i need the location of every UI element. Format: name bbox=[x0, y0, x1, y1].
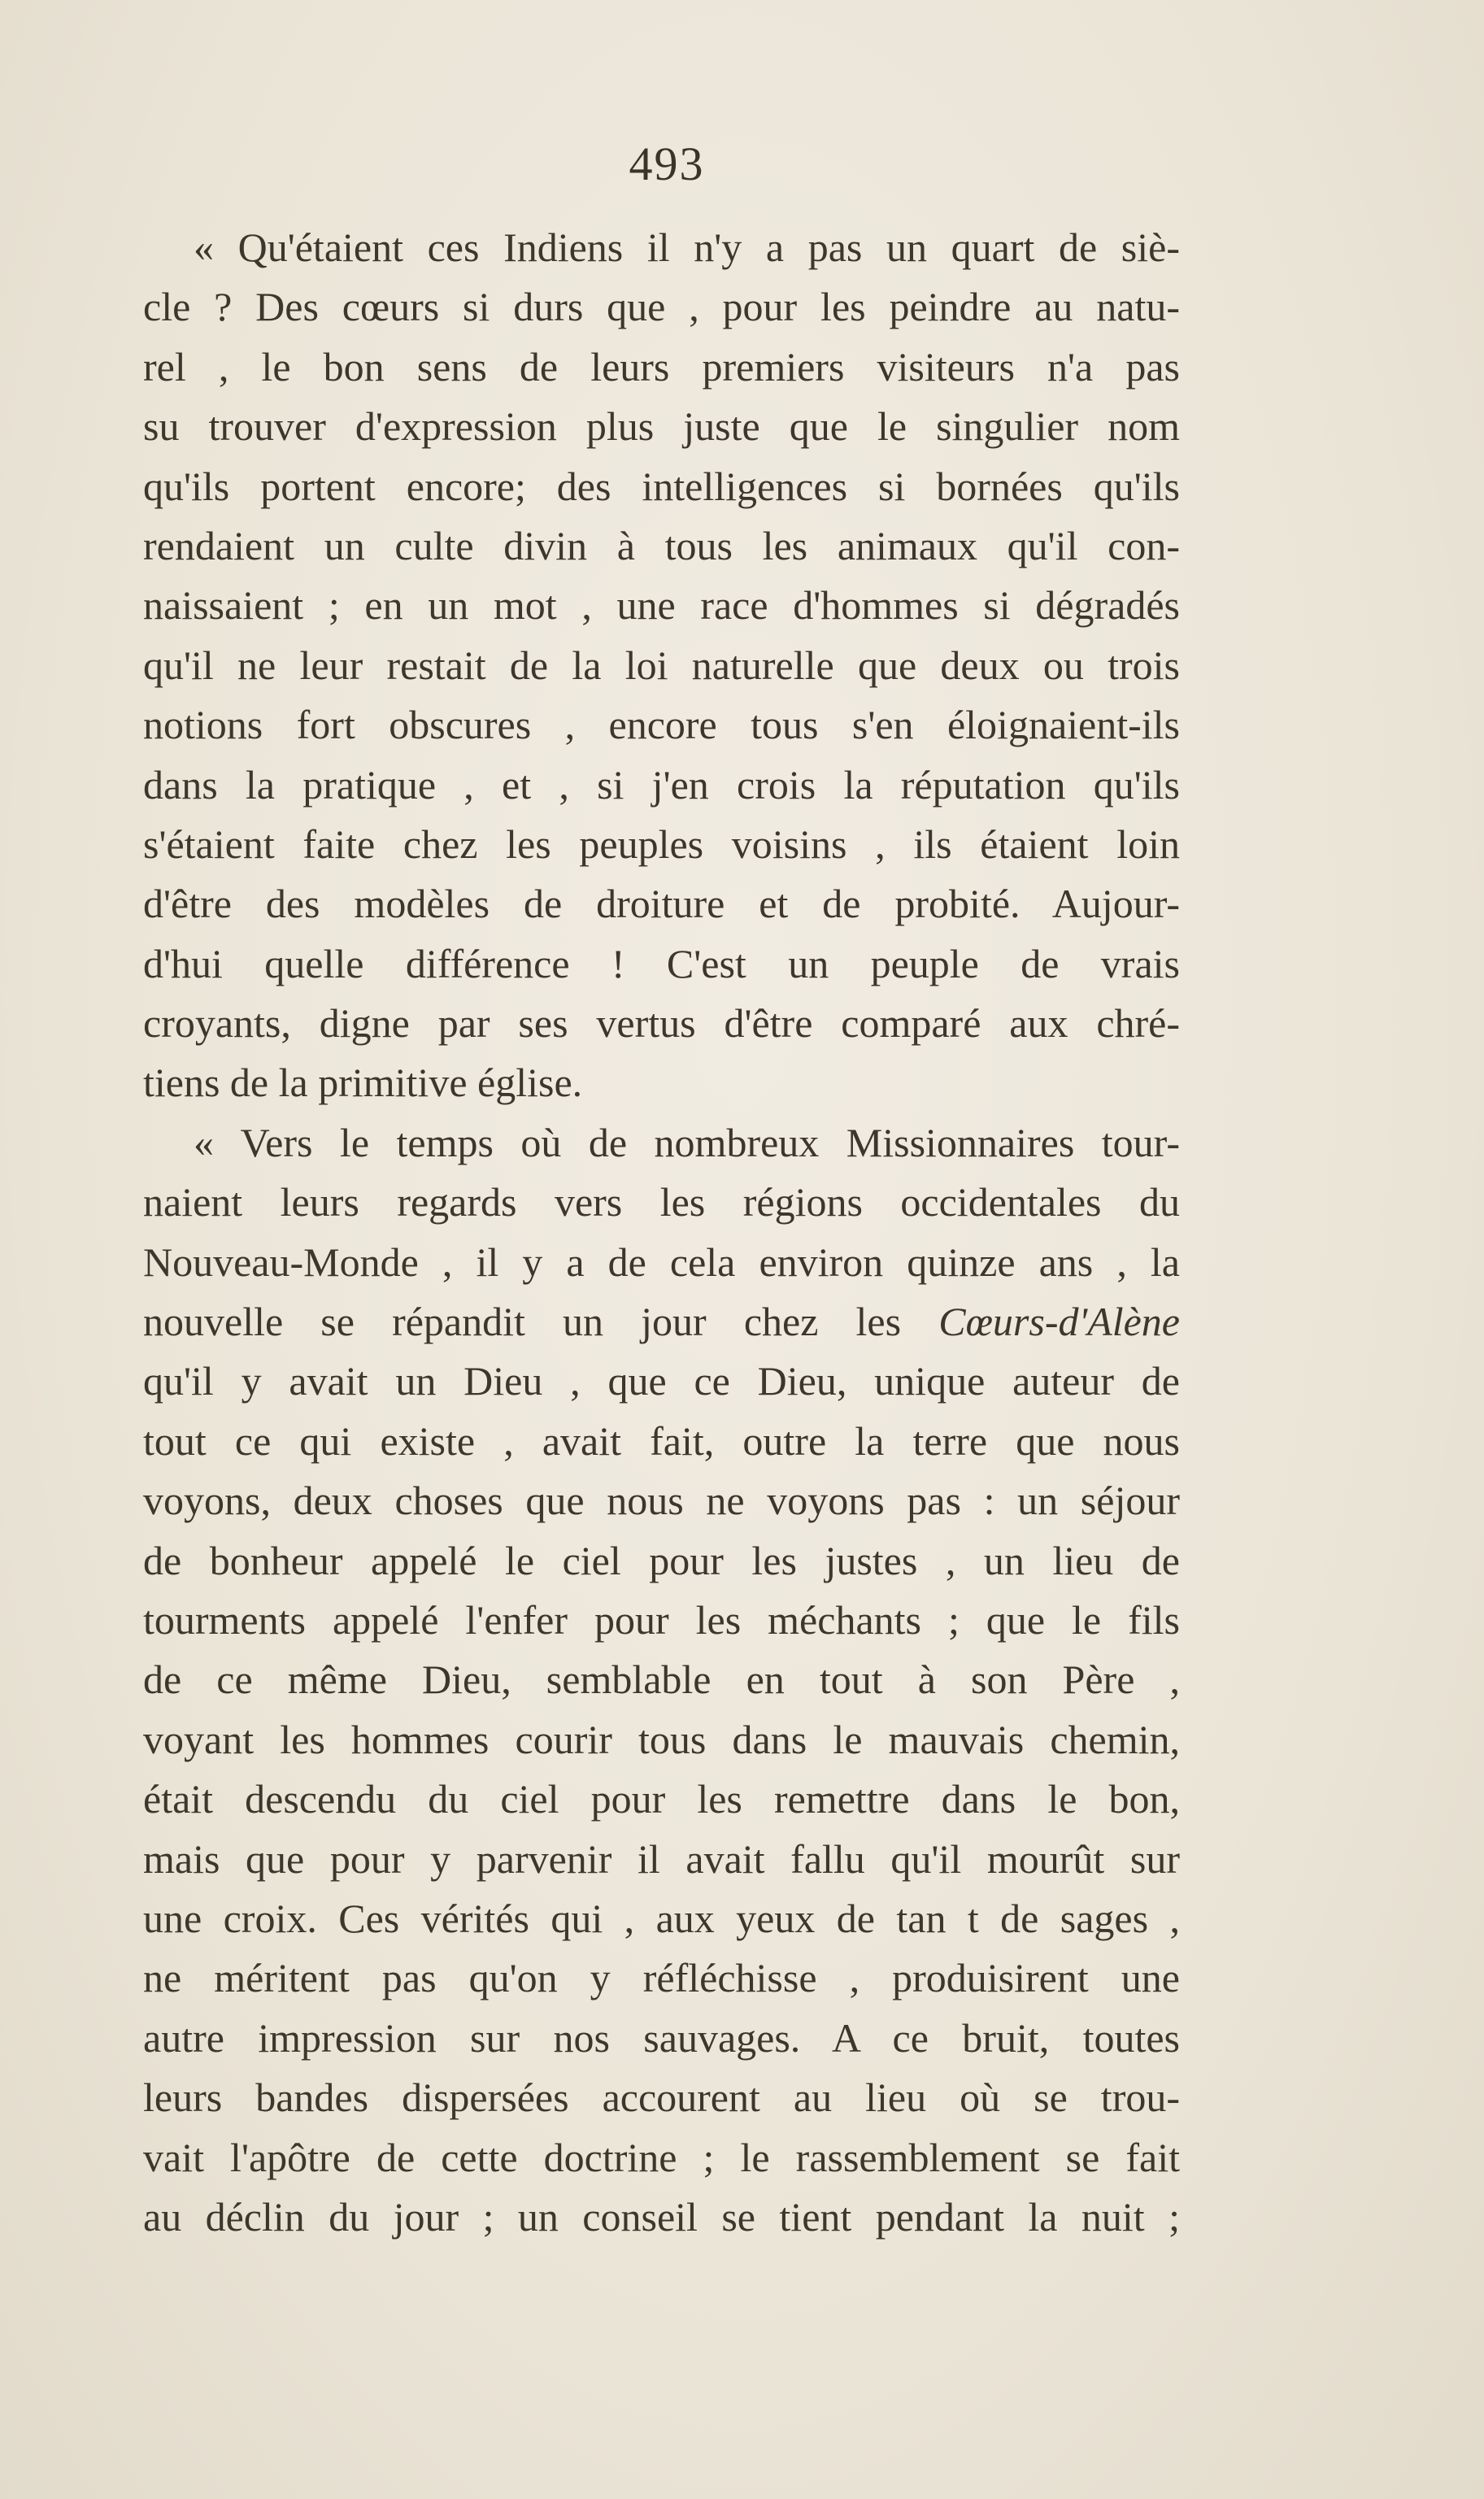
text-line: d'hui quelle différence ! C'est un peuple de vrais bbox=[143, 940, 1180, 986]
page-number: 493 bbox=[629, 137, 705, 190]
text-line: vait l'apôtre de cette doctrine ; le rassemblement se fait bbox=[143, 2134, 1180, 2180]
text-line: leurs bandes dispersées accourent au lieu où se trou- bbox=[143, 2075, 1180, 2121]
body-text bbox=[143, 218, 1180, 2247]
text-line: tiens de la primitive église. bbox=[143, 1060, 583, 1106]
text-line: Nouveau-Monde , il y a de cela environ quinze ans , la bbox=[143, 1239, 1180, 1285]
text-line: naissaient ; en un mot , une race d'hommes si dégradés bbox=[143, 582, 1180, 629]
text-line: s'étaient faite chez les peuples voisins , ils étaient loin bbox=[143, 821, 1180, 867]
text-line: « Qu'étaient ces Indiens il n'y a pas un quart de siè- bbox=[194, 224, 1180, 270]
text-line: nouvelle se répandit un jour chez les Cœurs-d'Alène bbox=[143, 1299, 1180, 1345]
text-line: rendaient un culte divin à tous les animaux qu'il con- bbox=[143, 522, 1180, 568]
text-line: autre impression sur nos sauvages. A ce bruit, toutes bbox=[143, 2014, 1180, 2061]
text-line: « Vers le temps où de nombreux Missionnaires tour- bbox=[194, 1119, 1180, 1165]
text-line: qu'il ne leur restait de la loi naturelle que deux ou trois bbox=[143, 642, 1180, 688]
text-line: su trouver d'expression plus juste que le singulier nom bbox=[143, 403, 1180, 450]
text-line: voyant les hommes courir tous dans le mauvais chemin, bbox=[143, 1716, 1180, 1762]
text-line: ne méritent pas qu'on y réfléchisse , produisirent une bbox=[143, 1955, 1180, 2001]
text-line: d'être des modèles de droiture et de probité. Aujour- bbox=[143, 881, 1180, 927]
text-line: de ce même Dieu, semblable en tout à son Père , bbox=[143, 1657, 1180, 1703]
text-line: voyons, deux choses que nous ne voyons pas : un séjour bbox=[143, 1478, 1180, 1524]
text-line: au déclin du jour ; un conseil se tient pendant la nuit ; bbox=[143, 2193, 1180, 2240]
text-line: dans la pratique , et , si j'en crois la réputation qu'ils bbox=[143, 761, 1180, 808]
text-line: était descendu du ciel pour les remettre dans le bon, bbox=[143, 1776, 1180, 1822]
text-line: de bonheur appelé le ciel pour les justes , un lieu de bbox=[143, 1537, 1180, 1583]
text-line: tout ce qui existe , avait fait, outre la terre que nous bbox=[143, 1417, 1180, 1464]
text-line: mais que pour y parvenir il avait fallu qu'il mourût sur bbox=[143, 1835, 1180, 1882]
text-line: tourments appelé l'enfer pour les méchants ; que le fils bbox=[143, 1596, 1180, 1643]
text-line: une croix. Ces vérités qui , aux yeux de tan t de sages , bbox=[143, 1895, 1180, 1941]
text-line: croyants, digne par ses vertus d'être comparé aux chré- bbox=[143, 1000, 1180, 1047]
text-line: naient leurs regards vers les régions occidentales du bbox=[143, 1179, 1180, 1226]
text-line: qu'il y avait un Dieu , que ce Dieu, unique auteur de bbox=[143, 1358, 1180, 1404]
text-line: cle ? Des cœurs si durs que , pour les peindre au natu- bbox=[143, 284, 1180, 330]
text-line: qu'ils portent encore; des intelligences si bornées qu'ils bbox=[143, 463, 1180, 509]
italic-name: Cœurs-d'Alène bbox=[938, 1299, 1180, 1345]
text-line: notions fort obscures , encore tous s'en éloignaient-ils bbox=[143, 702, 1180, 748]
text-line: rel , le bon sens de leurs premiers visiteurs n'a pas bbox=[143, 343, 1180, 390]
